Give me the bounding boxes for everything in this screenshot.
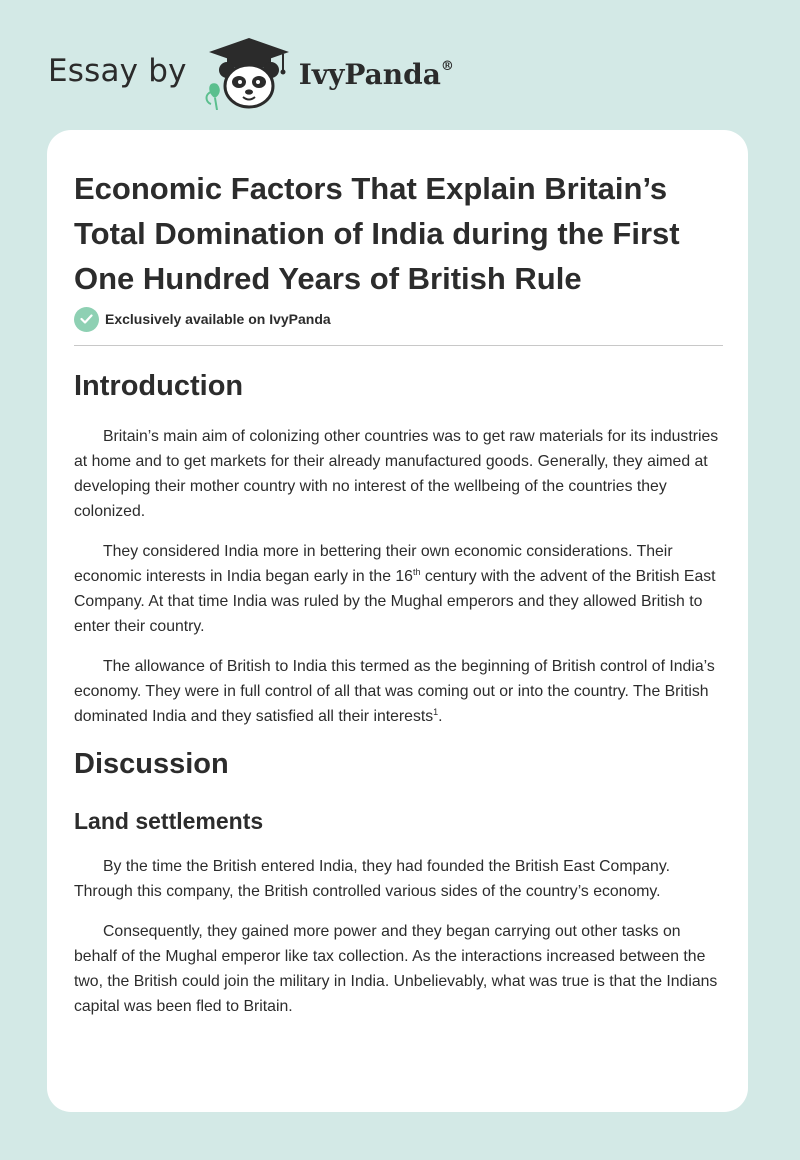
brand-header[interactable] xyxy=(48,36,454,110)
paragraph: Consequently, they gained more power and they began carrying out other tasks on behalf of the Mughal emperor like tax collection. As the interactions increased between the two, the British could join the military in India. Unbelievably, what was true is that the Indians capital was been fled to Britain. xyxy=(74,923,718,1015)
exclusive-badge xyxy=(74,306,331,332)
heading-land-settlements: Land settlements xyxy=(74,808,264,834)
footnote-ref[interactable]: 1 xyxy=(433,707,439,717)
paragraph: Britain’s main aim of colonizing other countries was to get raw materials for its industries at home and to get markets for their already manufactured goods. Generally, they aimed at developing their mother country with no interest of the wellbeing of the countries they colonized. xyxy=(74,428,719,520)
superscript: th xyxy=(412,567,421,577)
article-card xyxy=(47,130,748,1112)
brand-name: IvyPanda® xyxy=(298,57,454,91)
article-body xyxy=(74,366,726,1034)
badge-text: Exclusively available on IvyPanda xyxy=(105,311,331,327)
paragraph: They considered India more in bettering their own economic considerations. Their economic interests in India began early in the 16th century with the advent of the British East Company. At that time India was ruled by the Mughal emperors and they allowed British to enter their country. xyxy=(74,543,716,635)
heading-discussion: Discussion xyxy=(74,748,229,780)
paragraph: By the time the British entered India, they had founded the British East Company. Through this company, the British controlled various sides of the country’s economy. xyxy=(74,858,670,900)
divider xyxy=(74,345,723,346)
paragraph: The allowance of British to India this termed as the beginning of British control of India’s economy. They were in full control of all that was coming out or into the country. The British dominated India and they satisfied all their interests$^1$. xyxy=(74,658,715,725)
check-icon xyxy=(74,307,99,332)
registered-mark: ® xyxy=(440,58,454,74)
brand-prefix: Essay by xyxy=(48,53,187,89)
page-title: Economic Factors That Explain Britain’s Total Domination of India during the First One Hundred Years of British Rule xyxy=(74,171,680,296)
panda-logo-icon xyxy=(203,36,295,110)
heading-introduction: Introduction xyxy=(74,370,244,402)
